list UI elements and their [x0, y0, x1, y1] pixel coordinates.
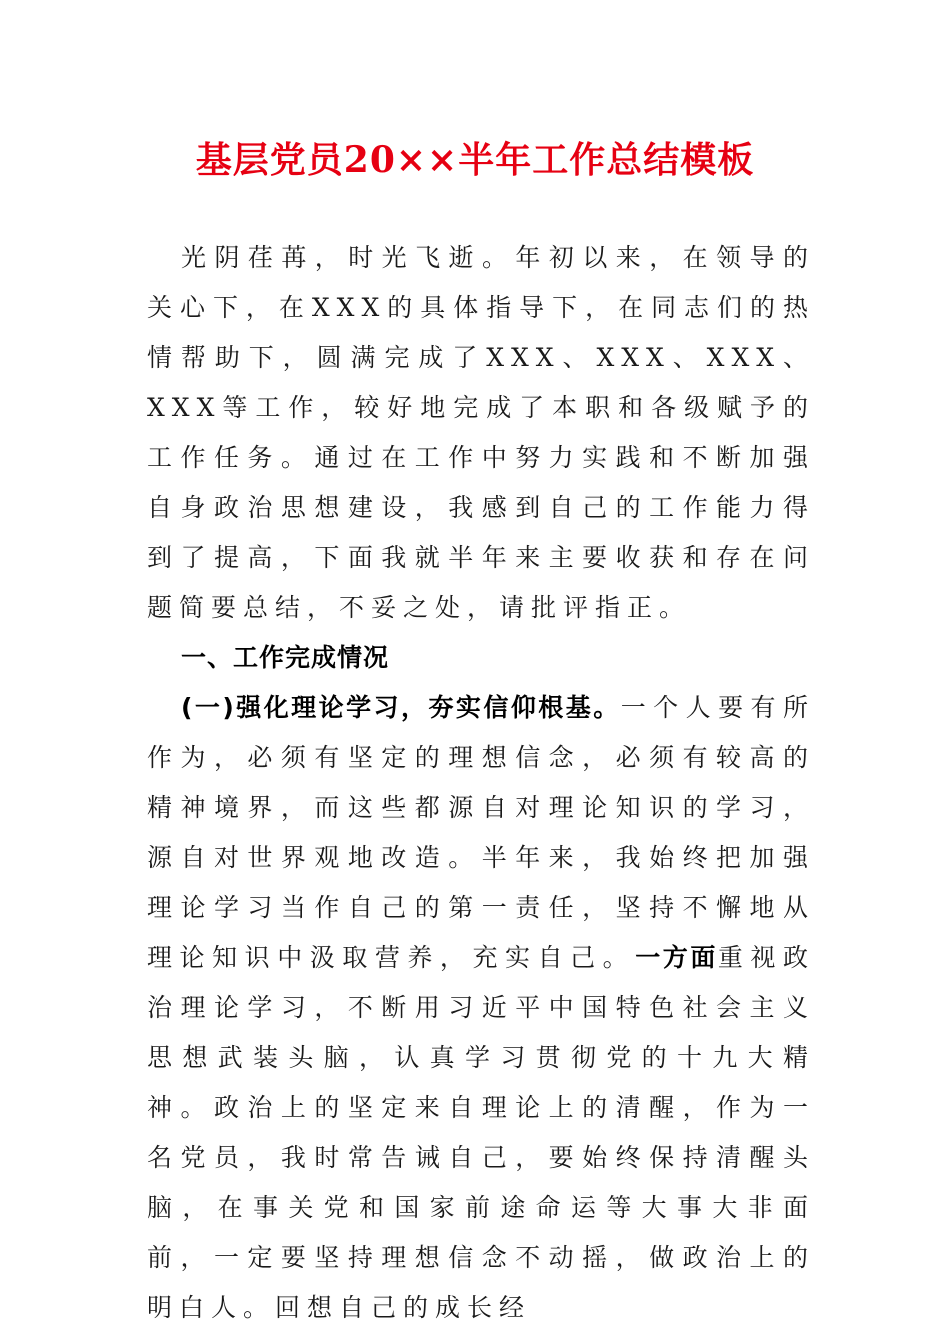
- subsection-heading: (一)强化理论学习，夯实信仰根基。: [181, 693, 621, 722]
- document-title: 基层党员20××半年工作总结模板: [195, 139, 755, 181]
- subsection-paragraph: [147, 683, 815, 1333]
- subsection-text-part1: 一个人要有所作为，必须有坚定的理想信念，必须有较高的精神境界，而这些都源自对理论知识的学习，源自对世界观地改造。半年来，我始终把加强理论学习当作自己的第一责任，坚持不懈地从理论知识中汲取营养，充实自己。: [147, 693, 815, 972]
- intro-paragraph: 光阴荏苒，时光飞逝。年初以来，在领导的关心下，在XXX的具体指导下，在同志们的热情帮助下，圆满完成了XXX、XXX、XXX、XXX等工作，较好地完成了本职和各级赋予的工作任务。通过在工作中努力实践和不断加强自身政治思想建设，我感到自己的工作能力得到了提高，下面我就半年来主要收获和存在问题简要总结，不妥之处，请批评指正。: [147, 243, 815, 622]
- document-body: [147, 233, 815, 1333]
- emphasis-text: 一方面: [635, 943, 718, 972]
- subsection-text-part2: 重视政治理论学习，不断用习近平中国特色社会主义思想武装头脑，认真学习贯彻党的十九大精神。政治上的坚定来自理论上的清醒，作为一名党员，我时常告诫自己，要始终保持清醒头脑，在事关党和国家前途命运等大事大非面前，一定要坚持理想信念不动摇，做政治上的明白人。回想自己的成长经: [147, 943, 815, 1322]
- section-heading: 一、工作完成情况: [181, 643, 390, 672]
